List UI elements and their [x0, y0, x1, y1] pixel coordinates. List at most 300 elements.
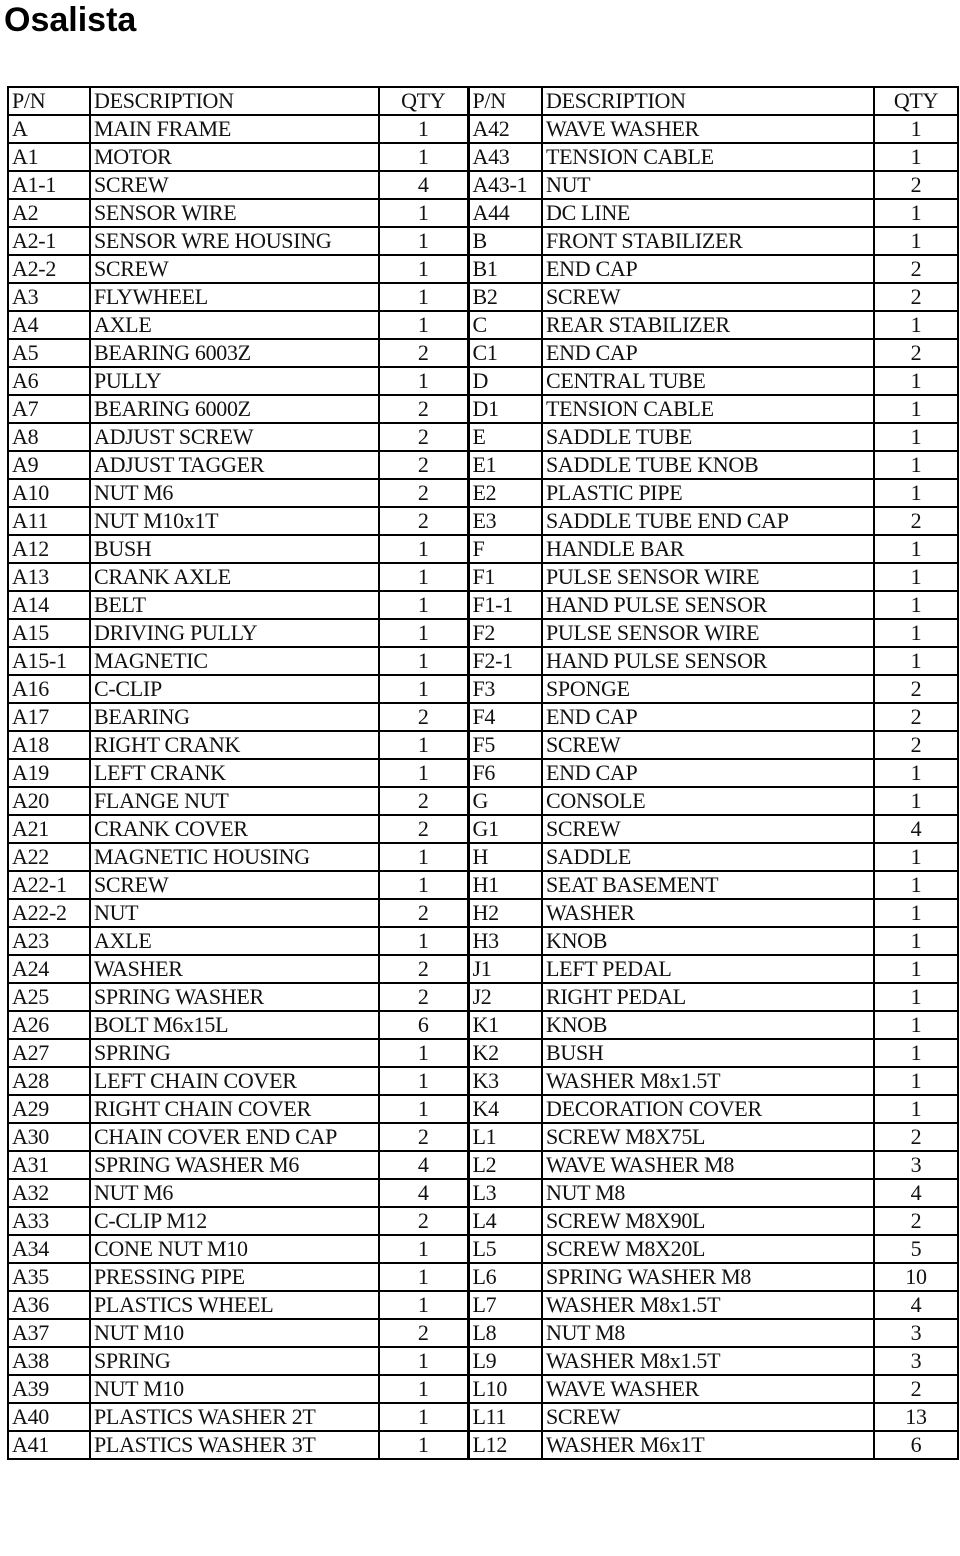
- quantity-cell: 2: [874, 731, 958, 759]
- part-number-cell: A15-1: [8, 647, 90, 675]
- quantity-cell: 1: [874, 1095, 958, 1123]
- description-cell: SCREW: [542, 1403, 874, 1431]
- quantity-cell: 1: [379, 535, 468, 563]
- description-cell: WASHER M8x1.5T: [542, 1347, 874, 1375]
- quantity-cell: 1: [379, 1095, 468, 1123]
- parts-list-table: [7, 86, 959, 1460]
- table-row: [8, 983, 958, 1011]
- part-number-cell: A12: [8, 535, 90, 563]
- part-number-cell: A29: [8, 1095, 90, 1123]
- part-number-cell: A1: [8, 143, 90, 171]
- part-number-cell: A32: [8, 1179, 90, 1207]
- part-number-cell: K4: [468, 1095, 542, 1123]
- quantity-cell: 1: [874, 591, 958, 619]
- part-number-cell: K1: [468, 1011, 542, 1039]
- quantity-cell: 2: [379, 955, 468, 983]
- table-row: [8, 395, 958, 423]
- description-cell: HANDLE BAR: [542, 535, 874, 563]
- quantity-cell: 2: [379, 1123, 468, 1151]
- table-row: [8, 423, 958, 451]
- quantity-cell: 1: [379, 1403, 468, 1431]
- description-cell: SADDLE TUBE END CAP: [542, 507, 874, 535]
- description-cell: SADDLE: [542, 843, 874, 871]
- table-row: [8, 199, 958, 227]
- quantity-cell: 2: [379, 479, 468, 507]
- part-number-cell: F2: [468, 619, 542, 647]
- part-number-cell: A2-2: [8, 255, 90, 283]
- description-cell: SCREW: [542, 283, 874, 311]
- description-cell: TENSION CABLE: [542, 143, 874, 171]
- part-number-cell: A23: [8, 927, 90, 955]
- description-cell: BEARING 6003Z: [90, 339, 379, 367]
- quantity-cell: 1: [874, 199, 958, 227]
- quantity-cell: 1: [379, 1375, 468, 1403]
- part-number-cell: A44: [468, 199, 542, 227]
- part-number-cell: L12: [468, 1431, 542, 1459]
- description-cell: BELT: [90, 591, 379, 619]
- part-number-cell: A: [8, 115, 90, 143]
- description-cell: SCREW: [542, 815, 874, 843]
- part-number-cell: L3: [468, 1179, 542, 1207]
- quantity-cell: 1: [874, 563, 958, 591]
- description-cell: MAGNETIC HOUSING: [90, 843, 379, 871]
- part-number-cell: A27: [8, 1039, 90, 1067]
- description-cell: CENTRAL TUBE: [542, 367, 874, 395]
- quantity-cell: 2: [379, 451, 468, 479]
- description-cell: END CAP: [542, 339, 874, 367]
- quantity-cell: 2: [874, 1375, 958, 1403]
- part-number-cell: F6: [468, 759, 542, 787]
- part-number-cell: A43-1: [468, 171, 542, 199]
- description-cell: HAND PULSE SENSOR: [542, 647, 874, 675]
- part-number-cell: K3: [468, 1067, 542, 1095]
- quantity-cell: 2: [379, 1207, 468, 1235]
- quantity-cell: 4: [379, 1179, 468, 1207]
- description-cell: SPRING: [90, 1039, 379, 1067]
- quantity-cell: 1: [379, 1235, 468, 1263]
- description-cell: TENSION CABLE: [542, 395, 874, 423]
- part-number-cell: A22-1: [8, 871, 90, 899]
- description-cell: LEFT CRANK: [90, 759, 379, 787]
- part-number-cell: A11: [8, 507, 90, 535]
- part-number-cell: A1-1: [8, 171, 90, 199]
- description-cell: BEARING: [90, 703, 379, 731]
- part-number-cell: G1: [468, 815, 542, 843]
- quantity-cell: 1: [874, 1067, 958, 1095]
- part-number-cell: E2: [468, 479, 542, 507]
- quantity-cell: 1: [874, 143, 958, 171]
- description-cell: REAR STABILIZER: [542, 311, 874, 339]
- table-row: [8, 703, 958, 731]
- table-row: [8, 227, 958, 255]
- table-row: [8, 507, 958, 535]
- part-number-cell: A2-1: [8, 227, 90, 255]
- description-cell: WAVE WASHER: [542, 115, 874, 143]
- part-number-cell: L4: [468, 1207, 542, 1235]
- table-row: [8, 311, 958, 339]
- description-cell: LEFT PEDAL: [542, 955, 874, 983]
- description-cell: SPRING WASHER M6: [90, 1151, 379, 1179]
- description-cell: C-CLIP: [90, 675, 379, 703]
- table-row: [8, 1291, 958, 1319]
- quantity-cell: 3: [874, 1347, 958, 1375]
- quantity-cell: 1: [874, 535, 958, 563]
- description-cell: FLYWHEEL: [90, 283, 379, 311]
- table-row: [8, 367, 958, 395]
- table-row: [8, 1403, 958, 1431]
- quantity-cell: 1: [379, 927, 468, 955]
- description-cell: NUT: [542, 171, 874, 199]
- description-cell: MAGNETIC: [90, 647, 379, 675]
- part-number-cell: A3: [8, 283, 90, 311]
- part-number-cell: D1: [468, 395, 542, 423]
- part-number-cell: F5: [468, 731, 542, 759]
- part-number-cell: A18: [8, 731, 90, 759]
- quantity-cell: 2: [379, 787, 468, 815]
- quantity-cell: 2: [379, 1319, 468, 1347]
- part-number-cell: A14: [8, 591, 90, 619]
- part-number-cell: A33: [8, 1207, 90, 1235]
- description-cell: SCREW: [90, 255, 379, 283]
- description-cell: ADJUST SCREW: [90, 423, 379, 451]
- quantity-cell: 1: [379, 1039, 468, 1067]
- part-number-cell: L5: [468, 1235, 542, 1263]
- description-cell: SADDLE TUBE KNOB: [542, 451, 874, 479]
- description-cell: WASHER M8x1.5T: [542, 1291, 874, 1319]
- part-number-cell: F: [468, 535, 542, 563]
- table-row: [8, 843, 958, 871]
- part-number-cell: L6: [468, 1263, 542, 1291]
- description-cell: SPRING: [90, 1347, 379, 1375]
- part-number-cell: A42: [468, 115, 542, 143]
- table-row: [8, 1347, 958, 1375]
- description-cell: SPONGE: [542, 675, 874, 703]
- description-cell: WAVE WASHER: [542, 1375, 874, 1403]
- description-cell: SENSOR WIRE: [90, 199, 379, 227]
- part-number-cell: A39: [8, 1375, 90, 1403]
- part-number-cell: L1: [468, 1123, 542, 1151]
- description-cell: CONSOLE: [542, 787, 874, 815]
- part-number-cell: H3: [468, 927, 542, 955]
- quantity-cell: 1: [379, 199, 468, 227]
- description-cell: NUT M10: [90, 1319, 379, 1347]
- description-cell: RIGHT CHAIN COVER: [90, 1095, 379, 1123]
- table-row: [8, 479, 958, 507]
- table-row: [8, 1095, 958, 1123]
- quantity-cell: 2: [874, 507, 958, 535]
- quantity-cell: 1: [379, 227, 468, 255]
- description-cell: PULSE SENSOR WIRE: [542, 563, 874, 591]
- header-part-number: P/N: [8, 87, 90, 115]
- part-number-cell: A22: [8, 843, 90, 871]
- part-number-cell: A19: [8, 759, 90, 787]
- part-number-cell: L7: [468, 1291, 542, 1319]
- table-row: [8, 339, 958, 367]
- description-cell: C-CLIP M12: [90, 1207, 379, 1235]
- quantity-cell: 1: [874, 479, 958, 507]
- table-row: [8, 563, 958, 591]
- quantity-cell: 2: [379, 507, 468, 535]
- quantity-cell: 1: [874, 871, 958, 899]
- quantity-cell: 2: [874, 339, 958, 367]
- part-number-cell: A36: [8, 1291, 90, 1319]
- description-cell: FLANGE NUT: [90, 787, 379, 815]
- part-number-cell: F4: [468, 703, 542, 731]
- header-quantity: QTY: [874, 87, 958, 115]
- table-row: [8, 1319, 958, 1347]
- description-cell: WASHER M6x1T: [542, 1431, 874, 1459]
- table-row: [8, 1067, 958, 1095]
- quantity-cell: 2: [874, 171, 958, 199]
- part-number-cell: E: [468, 423, 542, 451]
- part-number-cell: A8: [8, 423, 90, 451]
- quantity-cell: 1: [379, 1291, 468, 1319]
- quantity-cell: 4: [874, 1179, 958, 1207]
- description-cell: SCREW: [90, 871, 379, 899]
- quantity-cell: 1: [379, 871, 468, 899]
- part-number-cell: J1: [468, 955, 542, 983]
- part-number-cell: A34: [8, 1235, 90, 1263]
- table-row: [8, 1375, 958, 1403]
- description-cell: NUT M8: [542, 1179, 874, 1207]
- description-cell: DECORATION COVER: [542, 1095, 874, 1123]
- quantity-cell: 1: [874, 955, 958, 983]
- header-description: DESCRIPTION: [90, 87, 379, 115]
- description-cell: BOLT M6x15L: [90, 1011, 379, 1039]
- part-number-cell: A4: [8, 311, 90, 339]
- part-number-cell: F1-1: [468, 591, 542, 619]
- part-number-cell: A30: [8, 1123, 90, 1151]
- table-row: [8, 1263, 958, 1291]
- quantity-cell: 2: [379, 339, 468, 367]
- description-cell: SCREW M8X90L: [542, 1207, 874, 1235]
- quantity-cell: 10: [874, 1263, 958, 1291]
- quantity-cell: 4: [379, 1151, 468, 1179]
- quantity-cell: 1: [874, 787, 958, 815]
- quantity-cell: 3: [874, 1151, 958, 1179]
- quantity-cell: 6: [874, 1431, 958, 1459]
- description-cell: SPRING WASHER: [90, 983, 379, 1011]
- description-cell: AXLE: [90, 927, 379, 955]
- part-number-cell: A25: [8, 983, 90, 1011]
- table-row: [8, 955, 958, 983]
- quantity-cell: 1: [379, 563, 468, 591]
- quantity-cell: 2: [379, 423, 468, 451]
- description-cell: WASHER M8x1.5T: [542, 1067, 874, 1095]
- quantity-cell: 1: [874, 1011, 958, 1039]
- header-description: DESCRIPTION: [542, 87, 874, 115]
- quantity-cell: 1: [379, 619, 468, 647]
- table-header-row: [8, 87, 958, 115]
- quantity-cell: 1: [874, 1039, 958, 1067]
- description-cell: RIGHT CRANK: [90, 731, 379, 759]
- part-number-cell: A24: [8, 955, 90, 983]
- part-number-cell: A21: [8, 815, 90, 843]
- description-cell: DRIVING PULLY: [90, 619, 379, 647]
- part-number-cell: F3: [468, 675, 542, 703]
- quantity-cell: 13: [874, 1403, 958, 1431]
- quantity-cell: 1: [379, 283, 468, 311]
- quantity-cell: 1: [379, 367, 468, 395]
- table-row: [8, 759, 958, 787]
- part-number-cell: A22-2: [8, 899, 90, 927]
- header-part-number: P/N: [468, 87, 542, 115]
- quantity-cell: 1: [874, 619, 958, 647]
- part-number-cell: A15: [8, 619, 90, 647]
- part-number-cell: L2: [468, 1151, 542, 1179]
- part-number-cell: A10: [8, 479, 90, 507]
- part-number-cell: B1: [468, 255, 542, 283]
- quantity-cell: 2: [874, 1123, 958, 1151]
- description-cell: NUT M10x1T: [90, 507, 379, 535]
- table-row: [8, 1179, 958, 1207]
- quantity-cell: 1: [874, 843, 958, 871]
- part-number-cell: A9: [8, 451, 90, 479]
- table-row: [8, 283, 958, 311]
- quantity-cell: 1: [379, 255, 468, 283]
- description-cell: SPRING WASHER M8: [542, 1263, 874, 1291]
- part-number-cell: A40: [8, 1403, 90, 1431]
- description-cell: KNOB: [542, 927, 874, 955]
- part-number-cell: G: [468, 787, 542, 815]
- part-number-cell: D: [468, 367, 542, 395]
- description-cell: WASHER: [90, 955, 379, 983]
- description-cell: DC LINE: [542, 199, 874, 227]
- part-number-cell: J2: [468, 983, 542, 1011]
- table-row: [8, 731, 958, 759]
- table-row: [8, 1207, 958, 1235]
- description-cell: CONE NUT M10: [90, 1235, 379, 1263]
- quantity-cell: 2: [379, 815, 468, 843]
- part-number-cell: A28: [8, 1067, 90, 1095]
- description-cell: CRANK AXLE: [90, 563, 379, 591]
- quantity-cell: 1: [874, 115, 958, 143]
- part-number-cell: A20: [8, 787, 90, 815]
- table-row: [8, 1123, 958, 1151]
- description-cell: AXLE: [90, 311, 379, 339]
- part-number-cell: E3: [468, 507, 542, 535]
- quantity-cell: 2: [874, 675, 958, 703]
- quantity-cell: 1: [379, 143, 468, 171]
- part-number-cell: A13: [8, 563, 90, 591]
- description-cell: LEFT CHAIN COVER: [90, 1067, 379, 1095]
- description-cell: NUT: [90, 899, 379, 927]
- part-number-cell: E1: [468, 451, 542, 479]
- table-row: [8, 1039, 958, 1067]
- description-cell: NUT M8: [542, 1319, 874, 1347]
- description-cell: BUSH: [90, 535, 379, 563]
- part-number-cell: A6: [8, 367, 90, 395]
- description-cell: ADJUST TAGGER: [90, 451, 379, 479]
- part-number-cell: B2: [468, 283, 542, 311]
- quantity-cell: 1: [874, 227, 958, 255]
- quantity-cell: 4: [379, 171, 468, 199]
- quantity-cell: 1: [379, 1347, 468, 1375]
- description-cell: SADDLE TUBE: [542, 423, 874, 451]
- description-cell: CRANK COVER: [90, 815, 379, 843]
- table-row: [8, 619, 958, 647]
- page-title: Osalista: [4, 1, 137, 39]
- quantity-cell: 1: [874, 451, 958, 479]
- quantity-cell: 1: [379, 647, 468, 675]
- part-number-cell: A38: [8, 1347, 90, 1375]
- part-number-cell: B: [468, 227, 542, 255]
- part-number-cell: C1: [468, 339, 542, 367]
- table-row: [8, 899, 958, 927]
- table-row: [8, 815, 958, 843]
- part-number-cell: A7: [8, 395, 90, 423]
- table-row: [8, 451, 958, 479]
- quantity-cell: 2: [874, 283, 958, 311]
- table-row: [8, 1431, 958, 1459]
- description-cell: END CAP: [542, 703, 874, 731]
- part-number-cell: A37: [8, 1319, 90, 1347]
- quantity-cell: 2: [874, 703, 958, 731]
- table-row: [8, 647, 958, 675]
- table-row: [8, 1011, 958, 1039]
- quantity-cell: 2: [874, 1207, 958, 1235]
- description-cell: BUSH: [542, 1039, 874, 1067]
- quantity-cell: 1: [379, 591, 468, 619]
- part-number-cell: A16: [8, 675, 90, 703]
- description-cell: END CAP: [542, 759, 874, 787]
- part-number-cell: H1: [468, 871, 542, 899]
- table-row: [8, 535, 958, 563]
- quantity-cell: 1: [379, 1263, 468, 1291]
- description-cell: NUT M10: [90, 1375, 379, 1403]
- part-number-cell: H: [468, 843, 542, 871]
- quantity-cell: 2: [379, 395, 468, 423]
- part-number-cell: K2: [468, 1039, 542, 1067]
- quantity-cell: 4: [874, 815, 958, 843]
- quantity-cell: 1: [379, 843, 468, 871]
- quantity-cell: 2: [874, 255, 958, 283]
- description-cell: FRONT STABILIZER: [542, 227, 874, 255]
- quantity-cell: 1: [874, 311, 958, 339]
- description-cell: CHAIN COVER END CAP: [90, 1123, 379, 1151]
- quantity-cell: 1: [379, 731, 468, 759]
- description-cell: NUT M6: [90, 1179, 379, 1207]
- part-number-cell: C: [468, 311, 542, 339]
- table-row: [8, 871, 958, 899]
- description-cell: SCREW M8X75L: [542, 1123, 874, 1151]
- description-cell: PLASTIC PIPE: [542, 479, 874, 507]
- quantity-cell: 1: [874, 647, 958, 675]
- description-cell: PLASTICS WASHER 3T: [90, 1431, 379, 1459]
- part-number-cell: L8: [468, 1319, 542, 1347]
- description-cell: MAIN FRAME: [90, 115, 379, 143]
- quantity-cell: 1: [379, 1067, 468, 1095]
- quantity-cell: 3: [874, 1319, 958, 1347]
- description-cell: PLASTICS WASHER 2T: [90, 1403, 379, 1431]
- description-cell: PULLY: [90, 367, 379, 395]
- description-cell: SCREW M8X20L: [542, 1235, 874, 1263]
- quantity-cell: 1: [379, 675, 468, 703]
- description-cell: SCREW: [90, 171, 379, 199]
- quantity-cell: 1: [874, 983, 958, 1011]
- header-quantity: QTY: [379, 87, 468, 115]
- part-number-cell: F1: [468, 563, 542, 591]
- parts-table-body: [8, 115, 958, 1459]
- table-row: [8, 171, 958, 199]
- part-number-cell: L10: [468, 1375, 542, 1403]
- description-cell: WASHER: [542, 899, 874, 927]
- description-cell: END CAP: [542, 255, 874, 283]
- part-number-cell: A26: [8, 1011, 90, 1039]
- description-cell: MOTOR: [90, 143, 379, 171]
- description-cell: WAVE WASHER M8: [542, 1151, 874, 1179]
- part-number-cell: L11: [468, 1403, 542, 1431]
